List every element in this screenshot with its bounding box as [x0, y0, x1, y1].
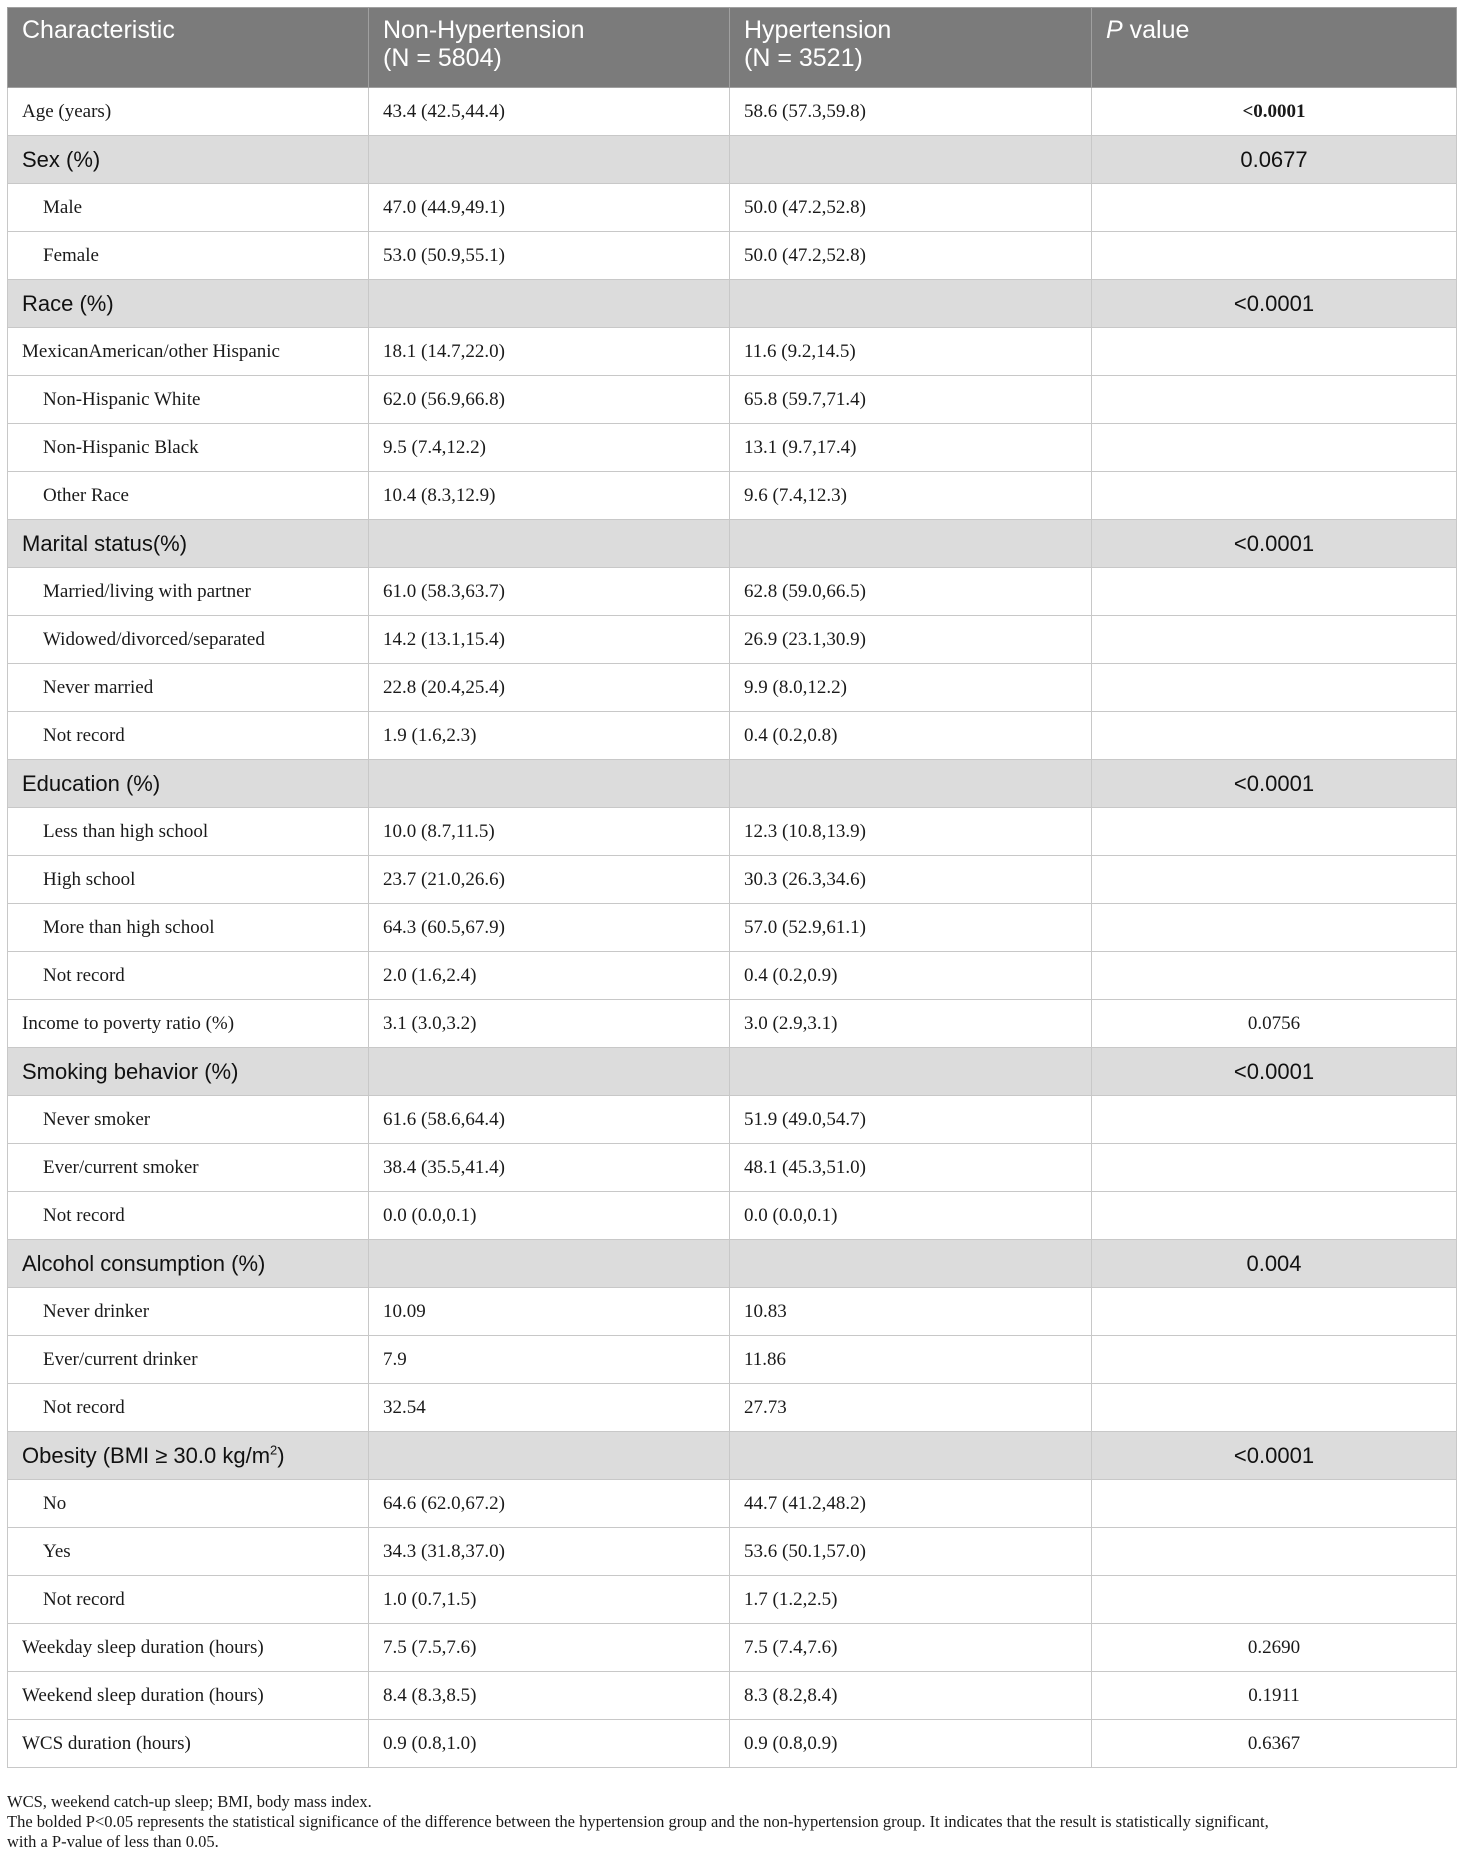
table-row [8, 1000, 1457, 1048]
cell-non-hypertension: 7.9 [369, 1336, 730, 1384]
header-hypertension [730, 8, 1092, 88]
cell-p-value: <0.0001 [1092, 520, 1457, 568]
cell-hypertension: 0.0 (0.0,0.1) [730, 1192, 1092, 1240]
cell-characteristic [8, 568, 369, 616]
header-non-hypertension [369, 8, 730, 88]
table-row [8, 1480, 1457, 1528]
cell-p-value [1092, 952, 1457, 1000]
cell-hypertension: 7.5 (7.4,7.6) [730, 1624, 1092, 1672]
cell-p-value: <0.0001 [1092, 1432, 1457, 1480]
cell-characteristic [8, 1384, 369, 1432]
cell-non-hypertension: 47.0 (44.9,49.1) [369, 184, 730, 232]
cell-hypertension: 50.0 (47.2,52.8) [730, 232, 1092, 280]
cell-non-hypertension: 18.1 (14.7,22.0) [369, 328, 730, 376]
cell-hypertension [730, 760, 1092, 808]
cell-characteristic [8, 328, 369, 376]
cell-non-hypertension: 2.0 (1.6,2.4) [369, 952, 730, 1000]
cell-characteristic [8, 712, 369, 760]
cell-p-value: 0.0756 [1092, 1000, 1457, 1048]
cell-non-hypertension [369, 1432, 730, 1480]
table-row [8, 1384, 1457, 1432]
cell-characteristic [8, 424, 369, 472]
characteristic-label: Male [43, 196, 83, 218]
cell-characteristic [8, 904, 369, 952]
cell-hypertension [730, 280, 1092, 328]
table-group-row [8, 1432, 1457, 1480]
table-group-row [8, 280, 1457, 328]
cell-characteristic [8, 664, 369, 712]
characteristic-label: Not record [43, 724, 125, 746]
cell-characteristic [8, 1672, 369, 1720]
characteristic-label: Age (years) [22, 100, 112, 122]
cell-hypertension: 0.4 (0.2,0.8) [730, 712, 1092, 760]
cell-non-hypertension: 1.0 (0.7,1.5) [369, 1576, 730, 1624]
cell-hypertension: 13.1 (9.7,17.4) [730, 424, 1092, 472]
characteristic-label: High school [43, 868, 136, 890]
cell-characteristic [8, 1432, 369, 1480]
cell-p-value: 0.0677 [1092, 136, 1457, 184]
cell-characteristic [8, 472, 369, 520]
cell-hypertension: 44.7 (41.2,48.2) [730, 1480, 1092, 1528]
cell-characteristic [8, 616, 369, 664]
table-row [8, 376, 1457, 424]
cell-hypertension: 9.9 (8.0,12.2) [730, 664, 1092, 712]
characteristic-label: Income to poverty ratio (%) [22, 1012, 235, 1034]
table-row [8, 616, 1457, 664]
cell-non-hypertension [369, 520, 730, 568]
table-group-row [8, 520, 1457, 568]
cell-hypertension: 9.6 (7.4,12.3) [730, 472, 1092, 520]
cell-hypertension [730, 1240, 1092, 1288]
cell-hypertension [730, 1432, 1092, 1480]
cell-hypertension: 1.7 (1.2,2.5) [730, 1576, 1092, 1624]
cell-p-value [1092, 808, 1457, 856]
cell-characteristic [8, 808, 369, 856]
characteristic-label: Marital status(%) [22, 530, 188, 556]
cell-p-value [1092, 856, 1457, 904]
cell-hypertension: 51.9 (49.0,54.7) [730, 1096, 1092, 1144]
cell-non-hypertension [369, 1240, 730, 1288]
characteristic-label: Not record [43, 1396, 125, 1418]
cell-hypertension: 58.6 (57.3,59.8) [730, 88, 1092, 136]
cell-non-hypertension [369, 136, 730, 184]
table-row [8, 472, 1457, 520]
characteristic-label: More than high school [43, 916, 215, 938]
table-row [8, 1192, 1457, 1240]
cell-p-value [1092, 1192, 1457, 1240]
cell-p-value: <0.0001 [1092, 760, 1457, 808]
cell-hypertension: 53.6 (50.1,57.0) [730, 1528, 1092, 1576]
footnotes [7, 1792, 1456, 1852]
characteristic-label-end: ) [277, 1442, 285, 1468]
cell-non-hypertension: 9.5 (7.4,12.2) [369, 424, 730, 472]
cell-non-hypertension: 14.2 (13.1,15.4) [369, 616, 730, 664]
cell-characteristic [8, 88, 369, 136]
cell-characteristic [8, 520, 369, 568]
table-row [8, 424, 1457, 472]
cell-characteristic [8, 1528, 369, 1576]
cell-hypertension [730, 136, 1092, 184]
table-group-row [8, 136, 1457, 184]
table-body [8, 88, 1457, 1768]
footnote-abbreviations: WCS, weekend catch-up sleep; BMI, body mass index. [7, 1792, 372, 1811]
cell-p-value: 0.2690 [1092, 1624, 1457, 1672]
characteristic-label: Weekend sleep duration (hours) [22, 1684, 264, 1706]
table-row [8, 1144, 1457, 1192]
cell-p-value [1092, 568, 1457, 616]
cell-non-hypertension: 3.1 (3.0,3.2) [369, 1000, 730, 1048]
cell-non-hypertension: 43.4 (42.5,44.4) [369, 88, 730, 136]
table-row [8, 712, 1457, 760]
cell-hypertension: 48.1 (45.3,51.0) [730, 1144, 1092, 1192]
cell-non-hypertension: 7.5 (7.5,7.6) [369, 1624, 730, 1672]
characteristic-label: Not record [43, 964, 125, 986]
cell-hypertension: 62.8 (59.0,66.5) [730, 568, 1092, 616]
cell-characteristic [8, 1240, 369, 1288]
cell-hypertension: 26.9 (23.1,30.9) [730, 616, 1092, 664]
cell-hypertension: 8.3 (8.2,8.4) [730, 1672, 1092, 1720]
table-row [8, 328, 1457, 376]
table-row [8, 232, 1457, 280]
cell-characteristic [8, 760, 369, 808]
cell-hypertension: 12.3 (10.8,13.9) [730, 808, 1092, 856]
cell-characteristic [8, 1576, 369, 1624]
cell-hypertension: 11.6 (9.2,14.5) [730, 328, 1092, 376]
cell-hypertension [730, 1048, 1092, 1096]
characteristic-label: Weekday sleep duration (hours) [22, 1636, 264, 1658]
cell-p-value [1092, 1576, 1457, 1624]
cell-non-hypertension: 61.0 (58.3,63.7) [369, 568, 730, 616]
cell-characteristic [8, 1624, 369, 1672]
characteristic-label: Ever/current drinker [43, 1348, 198, 1370]
header-characteristic-text: Characteristic [22, 16, 175, 44]
cell-p-value [1092, 712, 1457, 760]
cell-non-hypertension [369, 280, 730, 328]
cell-non-hypertension: 8.4 (8.3,8.5) [369, 1672, 730, 1720]
characteristic-label: Widowed/divorced/separated [43, 628, 265, 650]
characteristic-label: MexicanAmerican/other Hispanic [22, 340, 280, 362]
cell-non-hypertension: 0.0 (0.0,0.1) [369, 1192, 730, 1240]
characteristic-label: No [43, 1492, 67, 1514]
cell-non-hypertension: 64.6 (62.0,67.2) [369, 1480, 730, 1528]
cell-non-hypertension: 10.09 [369, 1288, 730, 1336]
table-group-row [8, 1240, 1457, 1288]
characteristic-label: Not record [43, 1588, 125, 1610]
characteristic-label: Ever/current smoker [43, 1156, 199, 1178]
characteristic-label: Non-Hispanic White [43, 388, 201, 410]
header-p-value-text: value [1122, 16, 1190, 44]
header-hypertension-line2: (N = 3521) [744, 44, 863, 72]
cell-non-hypertension: 61.6 (58.6,64.4) [369, 1096, 730, 1144]
footnote-significance-line2: with a P-value of less than 0.05. [7, 1832, 219, 1851]
cell-non-hypertension: 32.54 [369, 1384, 730, 1432]
characteristic-label: Non-Hispanic Black [43, 436, 199, 458]
cell-characteristic [8, 952, 369, 1000]
cell-non-hypertension: 10.0 (8.7,11.5) [369, 808, 730, 856]
cell-hypertension: 0.9 (0.8,0.9) [730, 1720, 1092, 1768]
cell-hypertension: 30.3 (26.3,34.6) [730, 856, 1092, 904]
characteristic-label: WCS duration (hours) [22, 1732, 191, 1754]
characteristics-table [7, 7, 1457, 1768]
table-row [8, 808, 1457, 856]
cell-hypertension: 65.8 (59.7,71.4) [730, 376, 1092, 424]
characteristic-label: Other Race [43, 484, 129, 506]
table-container [7, 7, 1456, 1768]
cell-characteristic [8, 232, 369, 280]
cell-non-hypertension [369, 1048, 730, 1096]
cell-non-hypertension: 10.4 (8.3,12.9) [369, 472, 730, 520]
table-row [8, 952, 1457, 1000]
characteristic-label: Smoking behavior (%) [22, 1058, 239, 1084]
cell-characteristic [8, 1480, 369, 1528]
table-group-row [8, 760, 1457, 808]
header-characteristic [8, 8, 369, 88]
cell-characteristic [8, 376, 369, 424]
table-row [8, 1672, 1457, 1720]
characteristic-label: Yes [43, 1540, 71, 1562]
cell-p-value [1092, 1480, 1457, 1528]
characteristic-label: Never drinker [43, 1300, 150, 1322]
table-row [8, 88, 1457, 136]
cell-hypertension: 57.0 (52.9,61.1) [730, 904, 1092, 952]
cell-p-value [1092, 1144, 1457, 1192]
characteristic-label: Alcohol consumption (%) [22, 1250, 266, 1276]
cell-hypertension: 27.73 [730, 1384, 1092, 1432]
characteristic-label: Obesity (BMI ≥ 30.0 kg/m [22, 1442, 271, 1468]
cell-p-value [1092, 1336, 1457, 1384]
cell-p-value: 0.1911 [1092, 1672, 1457, 1720]
cell-p-value [1092, 472, 1457, 520]
cell-characteristic [8, 136, 369, 184]
cell-characteristic [8, 856, 369, 904]
header-p-value [1092, 8, 1457, 88]
cell-characteristic [8, 1288, 369, 1336]
header-row [8, 8, 1457, 88]
cell-p-value [1092, 328, 1457, 376]
table-row [8, 184, 1457, 232]
cell-p-value [1092, 1384, 1457, 1432]
table-row [8, 664, 1457, 712]
cell-hypertension: 50.0 (47.2,52.8) [730, 184, 1092, 232]
cell-non-hypertension: 0.9 (0.8,1.0) [369, 1720, 730, 1768]
characteristic-label: Education (%) [22, 770, 161, 796]
table-group-row [8, 1048, 1457, 1096]
cell-characteristic [8, 1336, 369, 1384]
cell-non-hypertension: 34.3 (31.8,37.0) [369, 1528, 730, 1576]
cell-characteristic [8, 184, 369, 232]
cell-characteristic [8, 1000, 369, 1048]
cell-non-hypertension: 22.8 (20.4,25.4) [369, 664, 730, 712]
cell-characteristic [8, 1048, 369, 1096]
cell-hypertension: 11.86 [730, 1336, 1092, 1384]
table-row [8, 1528, 1457, 1576]
cell-p-value [1092, 664, 1457, 712]
cell-non-hypertension: 53.0 (50.9,55.1) [369, 232, 730, 280]
table-row [8, 856, 1457, 904]
cell-hypertension: 10.83 [730, 1288, 1092, 1336]
characteristic-label: Not record [43, 1204, 125, 1226]
cell-non-hypertension: 64.3 (60.5,67.9) [369, 904, 730, 952]
cell-hypertension: 0.4 (0.2,0.9) [730, 952, 1092, 1000]
table-row [8, 1336, 1457, 1384]
characteristic-label: Married/living with partner [43, 580, 251, 602]
cell-p-value: 0.6367 [1092, 1720, 1457, 1768]
cell-p-value [1092, 184, 1457, 232]
table-row [8, 1720, 1457, 1768]
cell-p-value [1092, 904, 1457, 952]
table-row [8, 1624, 1457, 1672]
header-non-hypertension-line2: (N = 5804) [383, 44, 502, 72]
table-row [8, 1576, 1457, 1624]
cell-non-hypertension: 1.9 (1.6,2.3) [369, 712, 730, 760]
cell-non-hypertension: 62.0 (56.9,66.8) [369, 376, 730, 424]
cell-characteristic [8, 280, 369, 328]
superscript: 2 [270, 1442, 278, 1458]
cell-p-value: <0.0001 [1092, 1048, 1457, 1096]
cell-non-hypertension [369, 760, 730, 808]
cell-p-value: <0.0001 [1092, 88, 1457, 136]
characteristic-label: Female [43, 244, 99, 266]
characteristic-label: Never married [43, 676, 154, 698]
footnote-significance-line1: The bolded P<0.05 represents the statistical significance of the difference between the hypertension group and the non-hypertension group. It indicates that the result is statistically significant, [7, 1812, 1269, 1831]
cell-p-value [1092, 376, 1457, 424]
cell-non-hypertension: 23.7 (21.0,26.6) [369, 856, 730, 904]
cell-p-value [1092, 424, 1457, 472]
cell-characteristic [8, 1192, 369, 1240]
table-row [8, 568, 1457, 616]
header-hypertension-line1: Hypertension [744, 16, 892, 44]
cell-p-value [1092, 1096, 1457, 1144]
characteristic-label: Less than high school [43, 820, 209, 842]
table-row [8, 1288, 1457, 1336]
cell-p-value [1092, 1288, 1457, 1336]
header-non-hypertension-line1: Non-Hypertension [383, 16, 585, 44]
cell-characteristic [8, 1720, 369, 1768]
cell-characteristic [8, 1096, 369, 1144]
characteristic-label: Race (%) [22, 290, 114, 316]
cell-p-value: <0.0001 [1092, 280, 1457, 328]
characteristic-label: Sex (%) [22, 146, 101, 172]
table-row [8, 1096, 1457, 1144]
cell-p-value [1092, 232, 1457, 280]
table-row [8, 904, 1457, 952]
characteristic-label: Never smoker [43, 1108, 151, 1130]
cell-p-value [1092, 1528, 1457, 1576]
cell-hypertension: 3.0 (2.9,3.1) [730, 1000, 1092, 1048]
header-p-letter: P [1106, 16, 1123, 44]
cell-non-hypertension: 38.4 (35.5,41.4) [369, 1144, 730, 1192]
cell-p-value: 0.004 [1092, 1240, 1457, 1288]
cell-hypertension [730, 520, 1092, 568]
cell-p-value [1092, 616, 1457, 664]
cell-characteristic [8, 1144, 369, 1192]
